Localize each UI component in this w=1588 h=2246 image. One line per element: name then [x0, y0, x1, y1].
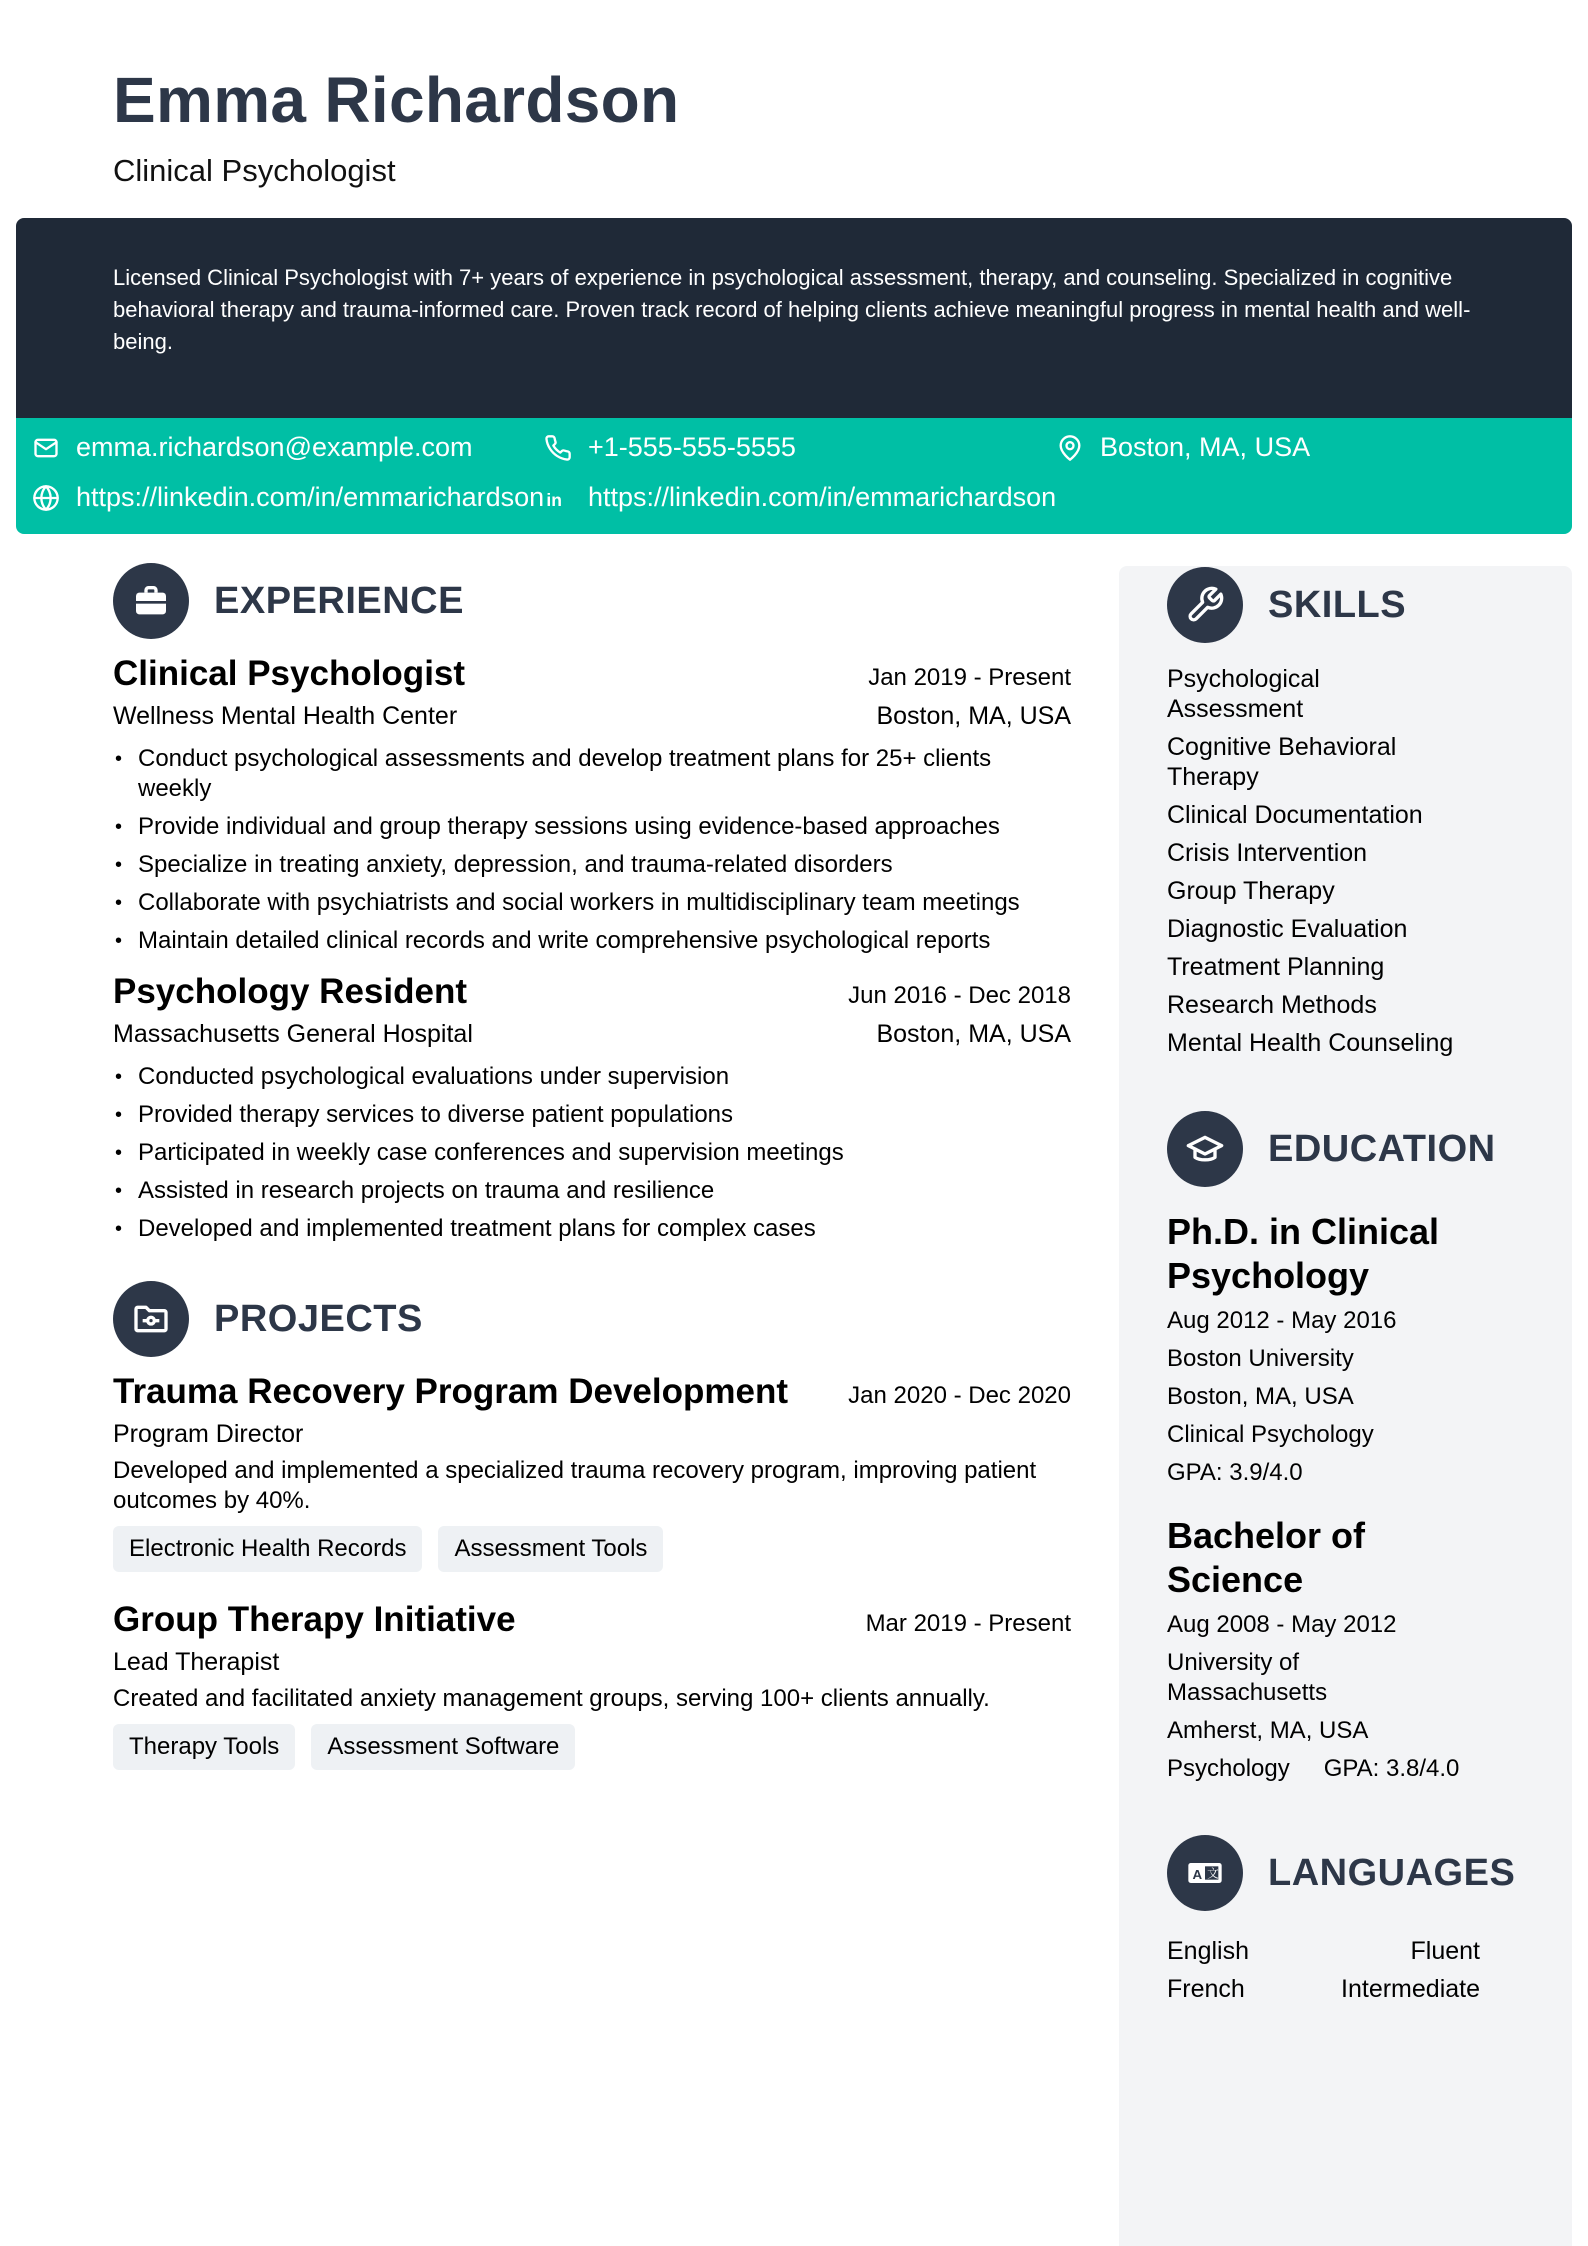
skills-list [1167, 664, 1527, 1058]
languages-title: LANGUAGES [1268, 1851, 1516, 1894]
experience-icon-badge [113, 563, 189, 639]
website-text: https://linkedin.com/in/emmarichardson [76, 482, 545, 512]
experience-heading [113, 562, 1071, 640]
job-bullet: • Participated in weekly case conferences and supervision meetings [113, 1138, 1071, 1168]
projects-icon-badge [113, 1281, 189, 1357]
project-tags [113, 1526, 1071, 1572]
project-title: Trauma Recovery Program Development [113, 1372, 788, 1411]
contact-phone[interactable] [544, 432, 796, 463]
edu-field: Psychology [1167, 1755, 1290, 1782]
language-level: Intermediate [1341, 1975, 1480, 2003]
job-bullet: • Conduct psychological assessments and develop treatment plans for 25+ clients weekly [113, 744, 1071, 804]
linkedin-text: https://linkedin.com/in/emmarichardson [588, 482, 1057, 512]
skill-item: Mental Health Counseling [1167, 1029, 1454, 1057]
job-bullet: • Maintain detailed clinical records and write comprehensive psychological reports [113, 926, 1071, 956]
edu-degree: Ph.D. in Clinical Psychology [1167, 1211, 1440, 1296]
project-tags [113, 1724, 1071, 1770]
project-tag: Assessment Software [311, 1724, 575, 1770]
linkedin-icon [544, 484, 572, 512]
skill-item: Clinical Documentation [1167, 801, 1423, 829]
contact-email[interactable] [32, 432, 473, 463]
language-level: Fluent [1410, 1937, 1480, 1965]
languages-icon-badge [1167, 1835, 1243, 1911]
email-text: emma.richardson@example.com [76, 432, 473, 462]
experience-title: EXPERIENCE [214, 579, 464, 622]
project-description: Developed and implemented a specialized trauma recovery program, improving patient outcomes by 40%. [113, 1457, 1037, 1514]
experience-item [113, 970, 1071, 1244]
edu-location: Boston, MA, USA [1167, 1383, 1354, 1410]
edu-field: Clinical Psychology [1167, 1421, 1374, 1448]
job-bullets [113, 744, 1071, 956]
job-bullet: • Conducted psychological evaluations under supervision [113, 1062, 1071, 1092]
job-title: Psychology Resident [113, 972, 467, 1011]
project-role: Program Director [113, 1420, 304, 1448]
language-item [1167, 1974, 1480, 2004]
education-item [1167, 1514, 1527, 1784]
education-icon-badge [1167, 1111, 1243, 1187]
candidate-headline: Clinical Psychologist [113, 153, 396, 188]
job-company: Massachusetts General Hospital [113, 1020, 473, 1048]
project-date: Mar 2019 - Present [865, 1610, 1071, 1637]
project-role: Lead Therapist [113, 1648, 280, 1676]
job-date: Jun 2016 - Dec 2018 [848, 982, 1071, 1009]
edu-dates: Aug 2012 - May 2016 [1167, 1307, 1397, 1334]
language-name: French [1167, 1975, 1245, 2003]
languages-heading [1167, 1834, 1527, 1912]
edu-school: Boston University [1167, 1345, 1354, 1372]
education-item [1167, 1210, 1527, 1488]
skill-item: Group Therapy [1167, 877, 1335, 905]
svg-text:A: A [1192, 1866, 1203, 1882]
svg-text:in: in [546, 489, 562, 510]
wrench-icon [1185, 585, 1225, 625]
briefcase-icon [131, 581, 171, 621]
skill-item: Psychological Assessment [1167, 665, 1320, 723]
job-bullets [113, 1062, 1071, 1244]
contact-location [1056, 432, 1310, 463]
skill-item: Diagnostic Evaluation [1167, 915, 1408, 943]
skills-heading [1167, 566, 1527, 644]
edu-degree: Bachelor of Science [1167, 1515, 1366, 1600]
contact-linkedin[interactable] [544, 482, 1056, 513]
folder-icon [131, 1299, 171, 1339]
language-item [1167, 1936, 1480, 1966]
edu-location: Amherst, MA, USA [1167, 1717, 1369, 1744]
languages-list [1167, 1936, 1480, 2004]
job-bullet: • Provide individual and group therapy sessions using evidence-based approaches [113, 812, 1071, 842]
job-bullet: • Developed and implemented treatment plans for complex cases [113, 1214, 1071, 1244]
project-description: Created and facilitated anxiety management groups, serving 100+ clients annually. [113, 1685, 990, 1712]
graduation-cap-icon [1185, 1129, 1225, 1169]
summary-text: Licensed Clinical Psychologist with 7+ years of experience in psychological assessment, therapy, and counseling. Specialized in cognitive behavioral therapy and trauma-informed care. Proven track record of helping clients achieve meaningful progress in mental health and well-being. [113, 265, 1471, 354]
edu-school: University of Massachusetts [1167, 1649, 1328, 1706]
project-item [113, 1598, 1071, 1770]
location-pin-icon [1056, 434, 1084, 462]
job-company: Wellness Mental Health Center [113, 702, 458, 730]
skills-title: SKILLS [1268, 583, 1407, 626]
project-tag: Assessment Tools [438, 1526, 663, 1572]
main-column [113, 562, 1071, 1770]
skill-item: Treatment Planning [1167, 953, 1385, 981]
email-icon [32, 434, 60, 462]
sidebar [1119, 566, 1572, 2246]
skill-item: Research Methods [1167, 991, 1377, 1019]
edu-gpa: GPA: 3.9/4.0 [1167, 1459, 1303, 1486]
summary-panel [16, 218, 1572, 418]
svg-text:文: 文 [1207, 1866, 1219, 1881]
job-title: Clinical Psychologist [113, 654, 466, 693]
job-bullet: • Specialize in treating anxiety, depression, and trauma-related disorders [113, 850, 1071, 880]
project-title: Group Therapy Initiative [113, 1600, 516, 1639]
job-location: Boston, MA, USA [876, 1020, 1071, 1048]
projects-heading [113, 1280, 1071, 1358]
candidate-name: Emma Richardson [113, 64, 680, 136]
globe-icon [32, 484, 60, 512]
edu-gpa: GPA: 3.8/4.0 [1323, 1755, 1460, 1782]
skill-item: Cognitive Behavioral Therapy [1167, 733, 1397, 791]
education-heading [1167, 1110, 1527, 1188]
edu-dates: Aug 2008 - May 2012 [1167, 1611, 1397, 1638]
project-item [113, 1370, 1071, 1572]
job-bullet: • Collaborate with psychiatrists and social workers in multidisciplinary team meetings [113, 888, 1071, 918]
resume-header [113, 62, 679, 190]
job-bullet: • Provided therapy services to diverse patient populations [113, 1100, 1071, 1130]
contact-bar [16, 418, 1572, 534]
experience-item [113, 652, 1071, 956]
education-title: EDUCATION [1268, 1127, 1496, 1170]
language-name: English [1167, 1937, 1249, 1965]
projects-title: PROJECTS [214, 1297, 423, 1340]
contact-website[interactable] [32, 482, 544, 513]
job-location: Boston, MA, USA [876, 702, 1071, 730]
project-tag: Electronic Health Records [113, 1526, 422, 1572]
project-date: Jan 2020 - Dec 2020 [848, 1382, 1071, 1409]
job-date: Jan 2019 - Present [868, 664, 1071, 691]
skill-item: Crisis Intervention [1167, 839, 1368, 867]
job-bullet: • Assisted in research projects on trauma and resilience [113, 1176, 1071, 1206]
phone-icon [544, 434, 572, 462]
skills-icon-badge [1167, 567, 1243, 643]
location-text: Boston, MA, USA [1100, 432, 1311, 462]
phone-text: +1-555-555-5555 [588, 432, 796, 462]
project-tag: Therapy Tools [113, 1724, 295, 1770]
translate-icon [1185, 1853, 1225, 1893]
